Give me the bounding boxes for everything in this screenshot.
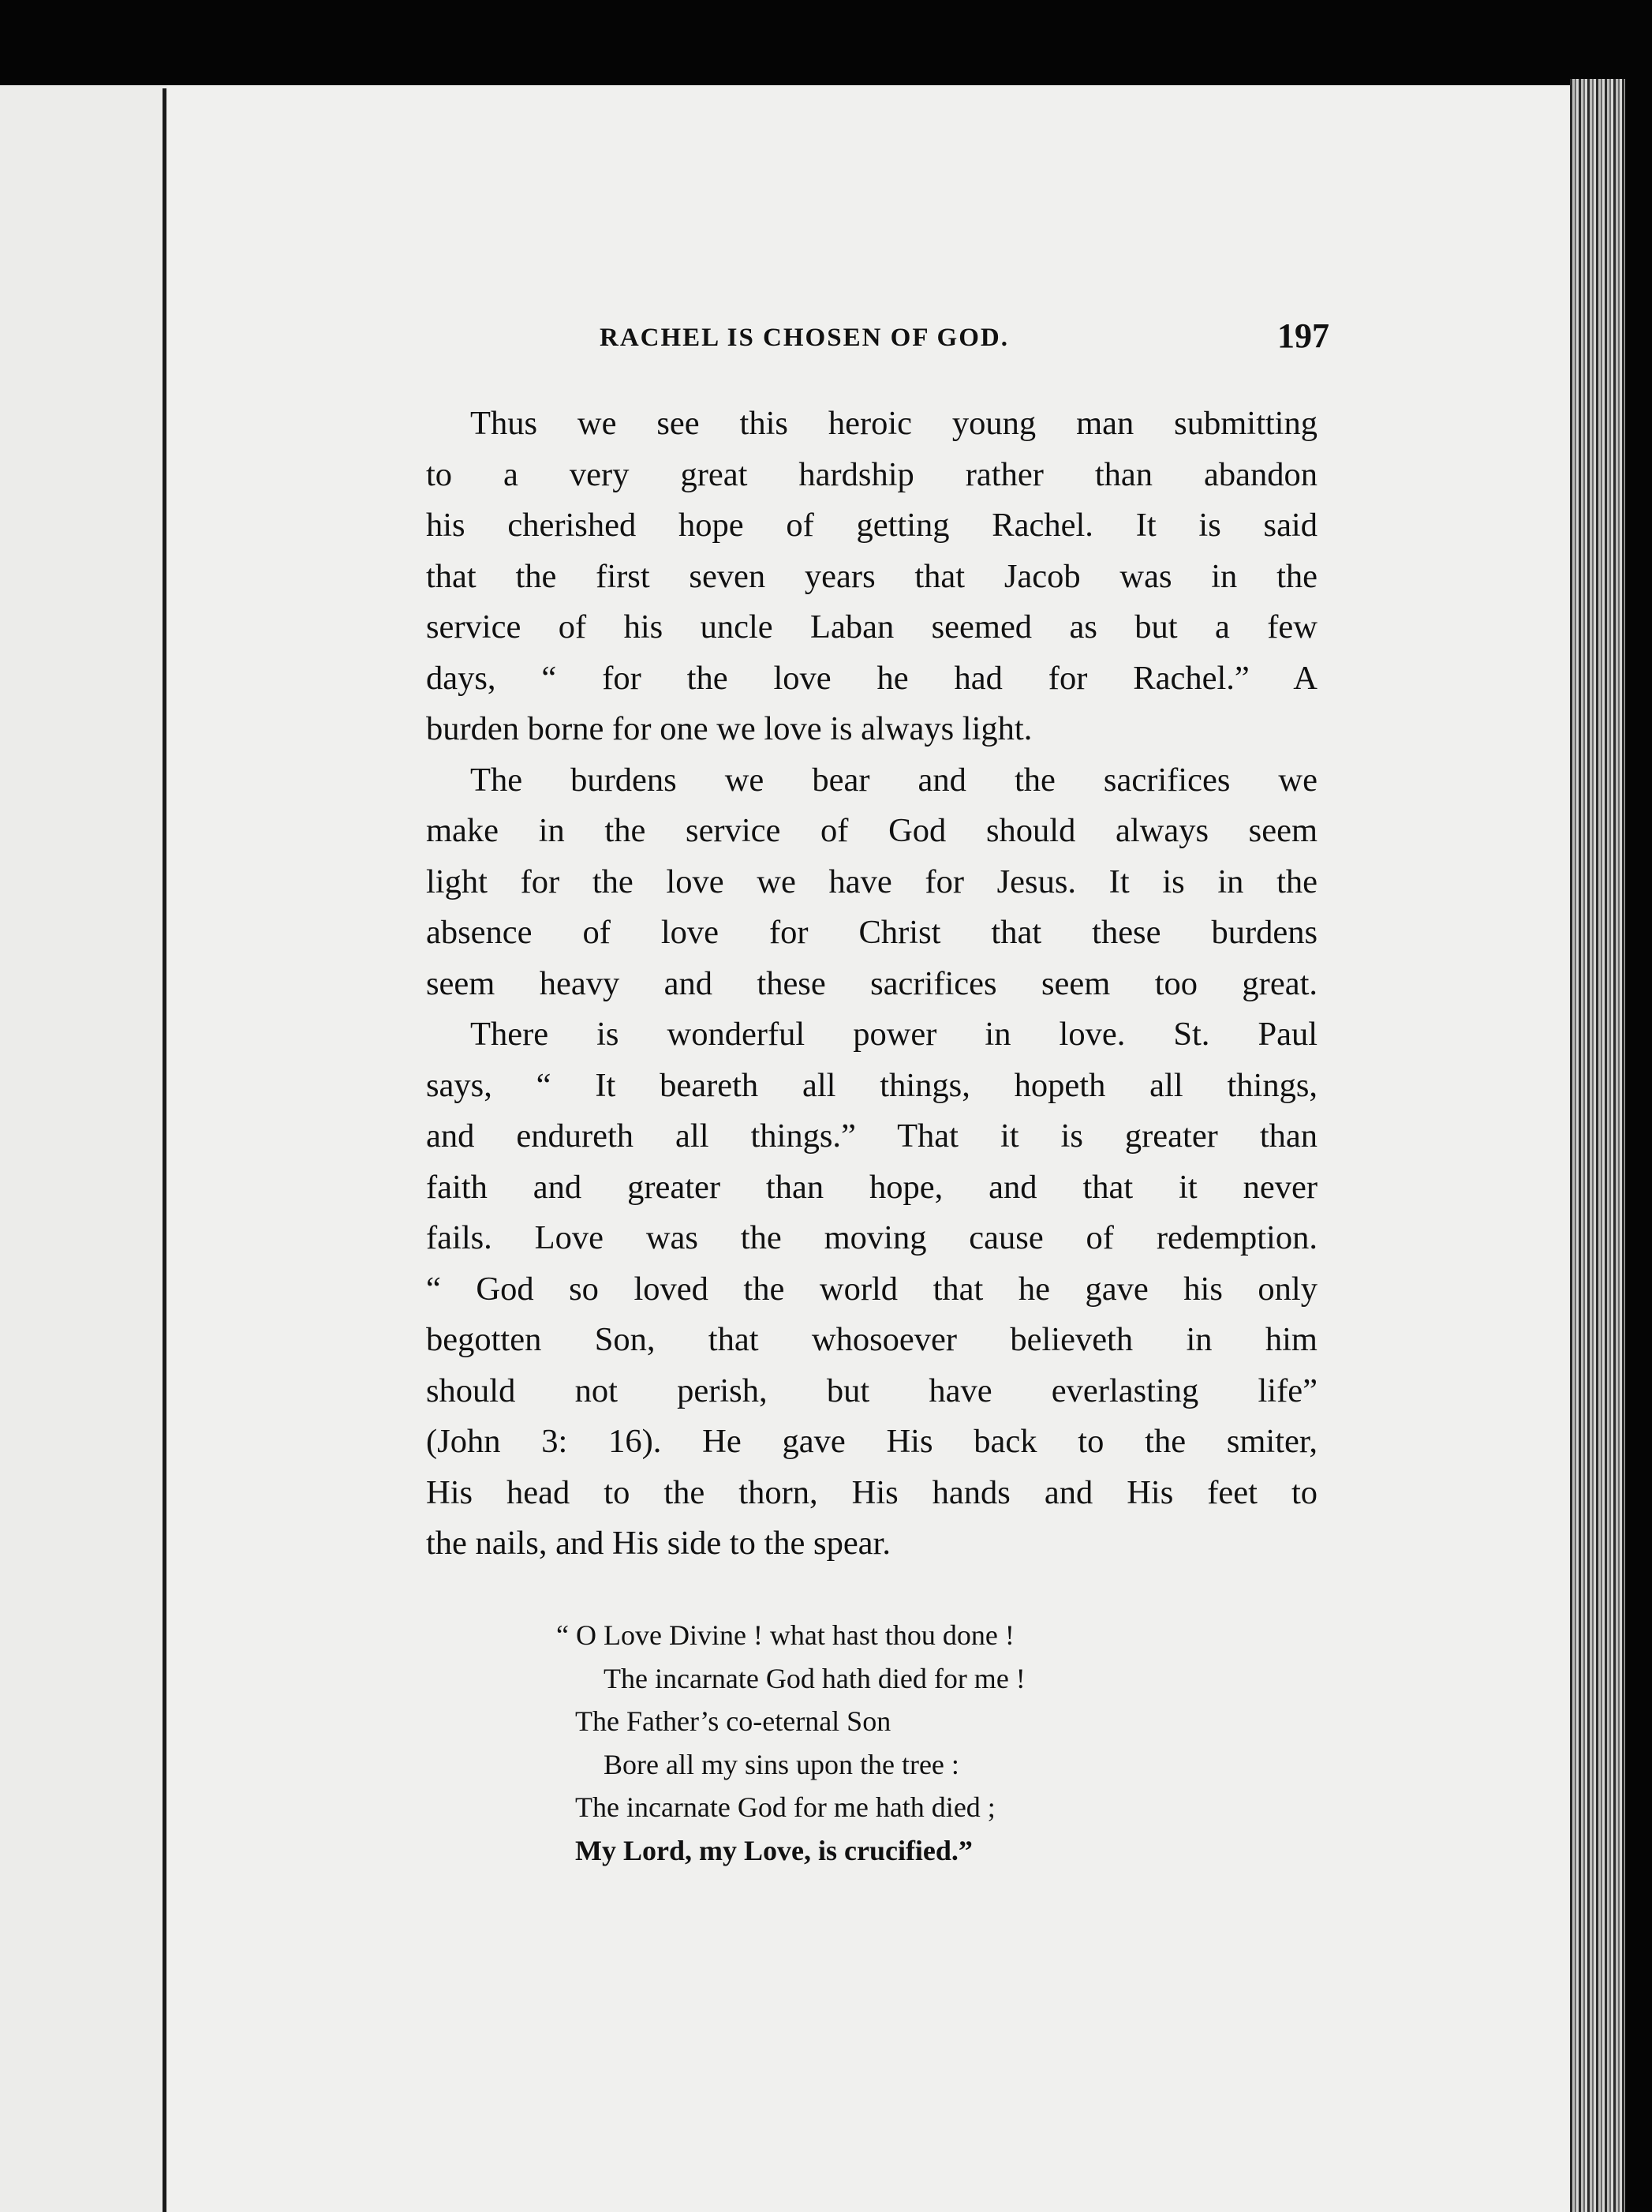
page-number: 197: [1277, 316, 1329, 355]
text-line: “ God so loved the world that he gave his only: [426, 1270, 1317, 1308]
text-line: days, “ for the love he had for Rachel.” A: [426, 659, 1317, 697]
text-line: fails. Love was the moving cause of redemption.: [426, 1219, 1317, 1256]
poem-line: The incarnate God hath died for me !: [604, 1662, 1026, 1694]
page-stack-edge: [1570, 79, 1625, 2212]
text-line: light for the love we have for Jesus. It is in the: [426, 863, 1317, 900]
poem-line: Bore all my sins upon the tree :: [604, 1748, 959, 1780]
text-line: that the first seven years that Jacob was in the: [426, 557, 1317, 595]
poem-quotation: [556, 1614, 1187, 1872]
text-line: should not perish, but have everlasting life”: [426, 1372, 1317, 1409]
text-line: There is wonderful power in love. St. Paul: [470, 1016, 1317, 1053]
text-line: service of his uncle Laban seemed as but a few: [426, 608, 1317, 646]
facing-page-edge: [0, 85, 167, 2212]
scan-border: [1625, 71, 1652, 2212]
text-line: The burdens we bear and the sacrifices we: [470, 761, 1317, 799]
text-line: faith and greater than hope, and that it never: [426, 1168, 1317, 1206]
text-line: his cherished hope of getting Rachel. It is said: [426, 507, 1317, 544]
text-line: His head to the thorn, His hands and His feet to: [426, 1473, 1317, 1511]
text-line: absence of love for Christ that these burdens: [426, 914, 1317, 951]
running-head: [600, 316, 1329, 363]
text-line: begotten Son, that whosoever believeth in him: [426, 1321, 1317, 1358]
text-line: Thus we see this heroic young man submitting: [470, 405, 1317, 442]
text-line: says, “ It beareth all things, hopeth all things,: [426, 1066, 1317, 1104]
poem-line: The Father’s co-eternal Son: [575, 1705, 891, 1737]
running-title: RACHEL IS CHOSEN OF GOD.: [600, 324, 1009, 352]
text-line: (John 3: 16). He gave His back to the smiter,: [426, 1423, 1317, 1460]
poem-line: “ O Love Divine ! what hast thou done !: [556, 1619, 1015, 1651]
text-line: and endureth all things.” That it is greater than: [426, 1117, 1317, 1155]
page-gutter: [163, 88, 166, 2212]
text-line: to a very great hardship rather than abandon: [426, 455, 1317, 493]
body-text: [426, 399, 1317, 1570]
text-line: seem heavy and these sacrifices seem too great.: [426, 964, 1317, 1002]
text-line: burden borne for one we love is always light.: [426, 710, 1033, 747]
poem-line: The incarnate God for me hath died ;: [575, 1791, 996, 1823]
poem-line: My Lord, my Love, is crucified.”: [575, 1834, 973, 1866]
text-line: the nails, and His side to the spear.: [426, 1525, 891, 1562]
text-line: make in the service of God should always seem: [426, 812, 1317, 849]
